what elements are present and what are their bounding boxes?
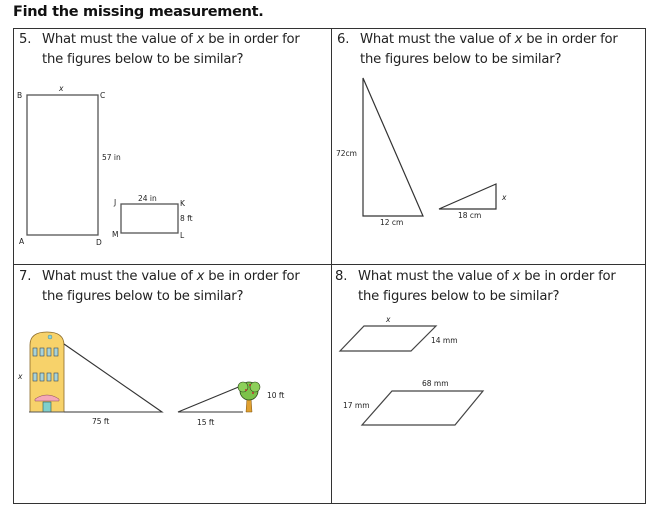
large-parallelogram xyxy=(362,391,483,425)
tree-icon xyxy=(238,382,260,412)
vertex-c: C xyxy=(100,91,106,100)
q5-figure xyxy=(27,95,178,235)
small-right-triangle xyxy=(439,184,496,209)
question-number: 7. xyxy=(19,269,32,284)
vertex-b: B xyxy=(17,91,23,100)
vertex-a: A xyxy=(19,237,25,246)
question-number: 8. xyxy=(335,269,348,284)
vertex-d: D xyxy=(96,238,102,247)
building-icon xyxy=(29,332,66,412)
label-17mm: 17 mm xyxy=(343,401,370,410)
building-shadow-triangle xyxy=(64,344,162,412)
label-24in: 24 in xyxy=(138,194,157,203)
label-57in: 57 in xyxy=(102,153,121,162)
q6-labels xyxy=(336,149,507,227)
small-rectangle-jklm xyxy=(121,204,178,233)
label-x: x xyxy=(59,84,64,93)
page-heading: Find the missing measurement. xyxy=(13,4,264,20)
label-12cm: 12 cm xyxy=(380,218,404,227)
label-x: x xyxy=(18,372,23,381)
vertex-k: K xyxy=(180,199,185,208)
question-text: What must the value of x be in order for the figures below to be similar? xyxy=(42,269,300,304)
question-number: 5. xyxy=(19,32,32,47)
q7-figure xyxy=(29,332,260,412)
label-72cm: 72cm xyxy=(336,149,357,158)
label-10ft: 10 ft xyxy=(267,391,285,400)
label-14mm: 14 mm xyxy=(431,336,458,345)
label-x: x xyxy=(386,315,391,324)
label-18cm: 18 cm xyxy=(458,211,482,220)
label-75ft: 75 ft xyxy=(92,417,110,426)
question-text: What must the value of x be in order for the figures below to be similar? xyxy=(358,269,616,304)
vertex-m: M xyxy=(112,230,119,239)
label-x: x xyxy=(502,193,507,202)
label-68mm: 68 mm xyxy=(422,379,449,388)
label-8ft: 8 ft xyxy=(180,214,193,223)
large-right-triangle xyxy=(363,78,423,216)
large-rectangle-abcd xyxy=(27,95,98,235)
question-text: What must the value of x be in order for the figures below to be similar? xyxy=(42,32,300,67)
q8-figure xyxy=(340,326,483,425)
vertex-j: J xyxy=(114,198,117,207)
tree-shadow-triangle xyxy=(178,386,243,412)
question-text: What must the value of x be in order for the figures below to be similar? xyxy=(360,32,618,67)
small-parallelogram xyxy=(340,326,436,351)
q6-figure xyxy=(363,78,496,216)
vertex-l: L xyxy=(180,231,185,240)
question-number: 6. xyxy=(337,32,350,47)
label-15ft: 15 ft xyxy=(197,418,215,427)
q5-labels xyxy=(17,84,193,247)
